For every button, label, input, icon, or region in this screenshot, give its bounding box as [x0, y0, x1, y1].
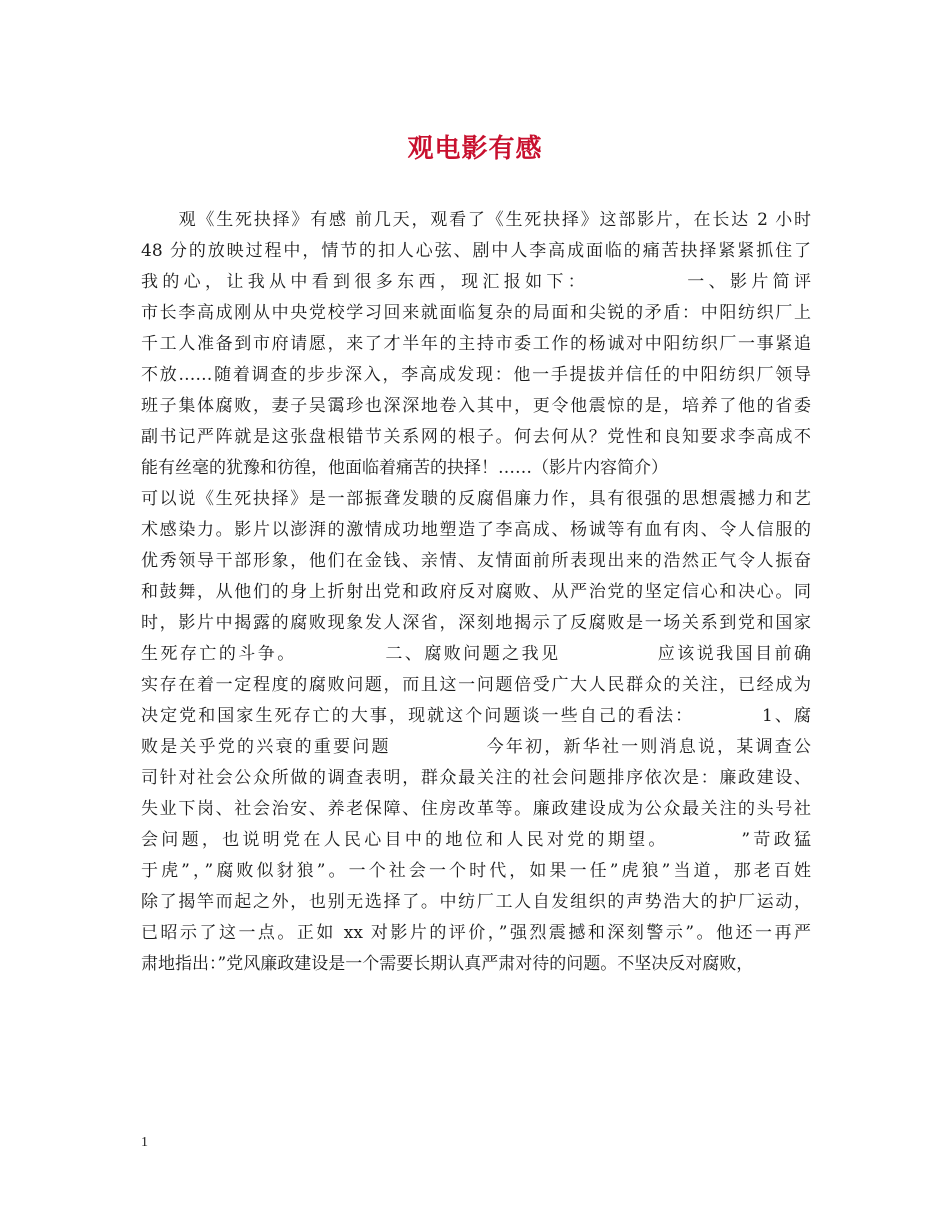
text-line: 和鼓舞，从他们的身上折射出党和政府反对腐败、从严治党的坚定信心和决心。同: [141, 582, 811, 602]
text-line: 我的心，让我从中看到很多东西，现汇报如下： 一、影片简评: [141, 272, 811, 292]
text-line: 决定党和国家生死存亡的大事，现就这个问题谈一些自己的看法： 1、腐: [141, 706, 811, 726]
text-line: 观《生死抉择》有感 前几天，观看了《生死抉择》这部影片，在长达 2 小时: [141, 210, 811, 230]
text-line: 会问题，也说明党在人民心目中的地位和人民对党的期望。 ”苛政猛: [141, 830, 811, 850]
page-title: 观电影有感: [407, 134, 543, 164]
text-line: 千工人准备到市府请愿，来了才半年的主持市委工作的杨诚对中阳纺织厂一事紧追: [141, 334, 811, 354]
text-line: 于虎”，”腐败似豺狼”。一个社会一个时代，如果一任”虎狼”当道，那老百姓: [141, 861, 811, 881]
text-line: 能有丝毫的犹豫和彷徨，他面临着痛苦的抉择！……（影片内容简介）: [141, 458, 668, 478]
text-line: 生死存亡的斗争。 二、腐败问题之我见 应该说我国目前确: [141, 644, 811, 664]
document-body: [141, 205, 811, 980]
text-line: 市长李高成刚从中央党校学习回来就面临复杂的局面和尖锐的矛盾：中阳纺织厂上: [141, 303, 811, 323]
text-line: 不放……随着调查的步步深入，李高成发现：他一手提拔并信任的中阳纺织厂领导: [141, 365, 811, 385]
text-line: 可以说《生死抉择》是一部振聋发聩的反腐倡廉力作，具有很强的思想震撼力和艺: [141, 489, 811, 509]
text-line: 实存在着一定程度的腐败问题，而且这一问题倍受广大人民群众的关注，已经成为: [141, 675, 811, 695]
text-line: 班子集体腐败，妻子吴霭珍也深深地卷入其中，更令他震惊的是，培养了他的省委: [141, 396, 811, 416]
text-line: 优秀领导干部形象，他们在金钱、亲情、友情面前所表现出来的浩然正气令人振奋: [141, 551, 811, 571]
page-number: 1: [141, 1135, 148, 1150]
text-line: 48 分的放映过程中，情节的扣人心弦、剧中人李高成面临的痛苦抉择紧紧抓住了: [141, 241, 811, 261]
text-line: 时，影片中揭露的腐败现象发人深省，深刻地揭示了反腐败是一场关系到党和国家: [141, 613, 811, 633]
text-line: 失业下岗、社会治安、养老保障、住房改革等。廉政建设成为公众最关注的头号社: [141, 799, 811, 819]
text-line: 败是关乎党的兴衰的重要问题 今年初，新华社一则消息说，某调查公: [141, 737, 811, 757]
text-line: 除了揭竿而起之外，也别无选择了。中纺厂工人自发组织的声势浩大的护厂运动，: [141, 892, 811, 912]
text-line: 司针对社会公众所做的调查表明，群众最关注的社会问题排序依次是：廉政建设、: [141, 768, 811, 788]
text-line: 术感染力。影片以澎湃的激情成功地塑造了李高成、杨诚等有血有肉、令人信服的: [141, 520, 811, 540]
text-line: 已昭示了这一点。正如 xx 对影片的评价，”强烈震撼和深刻警示”。他还一再严: [141, 923, 811, 943]
text-line: 副书记严阵就是这张盘根错节关系网的根子。何去何从？党性和良知要求李高成不: [141, 427, 811, 447]
text-line: 肃地指出：”党风廉政建设是一个需要长期认真严肃对待的问题。不坚决反对腐败，: [141, 954, 754, 974]
